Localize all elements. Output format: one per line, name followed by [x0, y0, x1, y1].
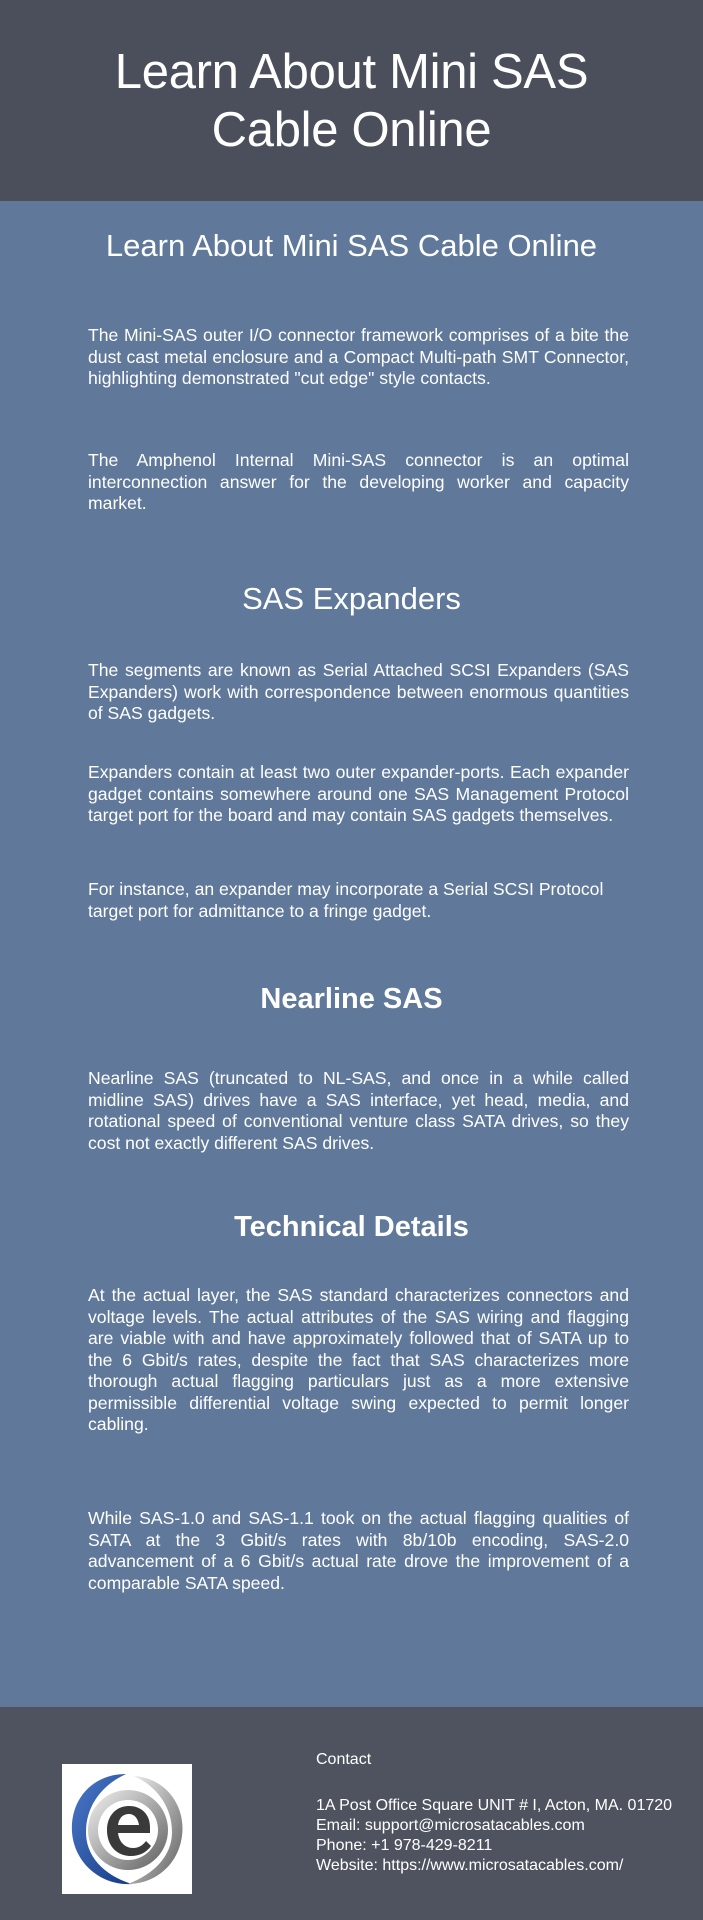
contact-phone[interactable]: Phone: +1 978-429-8211	[316, 1837, 493, 1854]
page-header	[0, 0, 703, 201]
section-intro-paragraph-2: The Amphenol Internal Mini-SAS connector is an optimal interconnection answer for the developing worker and capacity market.	[88, 450, 629, 513]
main-content	[0, 201, 703, 1707]
section-intro-paragraph-1: The Mini-SAS outer I/O connector framework comprises of a bite the dust cast metal enclosure and a Compact Multi-path SMT Connector, highlighting demonstrated "cut edge" style contacts.	[88, 325, 629, 388]
contact-heading: Contact	[316, 1751, 372, 1768]
contact-email[interactable]: Email: support@microsatacables.com	[316, 1817, 585, 1834]
section-title-technical-details: Technical Details	[234, 1211, 469, 1243]
page-title: Learn About Mini SAS Cable Online	[114, 44, 589, 157]
contact-website[interactable]: Website: https://www.microsatacables.com/	[316, 1857, 624, 1874]
section-title-sas-expanders: SAS Expanders	[242, 581, 461, 616]
section-title-intro: Learn About Mini SAS Cable Online	[105, 228, 598, 263]
section-expanders-paragraph-1: The segments are known as Serial Attached SCSI Expanders (SAS Expanders) work with correspondence between enormous quantities of SAS gadgets.	[88, 660, 629, 723]
section-expanders-paragraph-3: For instance, an expander may incorporate a Serial SCSI Protocol target port for admittance to a fringe gadget.	[88, 879, 604, 921]
contact-address: 1A Post Office Square UNIT # I, Acton, MA. 01720	[316, 1797, 673, 1814]
section-nearline-paragraph-1: Nearline SAS (truncated to NL-SAS, and once in a while called midline SAS) drives have a SAS interface, yet head, media, and rotational speed of conventional venture class SATA drives, so they cost not exactly different SAS drives.	[88, 1068, 629, 1153]
section-technical-paragraph-2: While SAS-1.0 and SAS-1.1 took on the actual flagging qualities of SATA at the 3 Gbit/s rates with 8b/10b encoding, SAS-2.0 advancement of a 6 Gbit/s actual rate drove the improvement of a comparable SATA speed.	[88, 1508, 629, 1593]
section-expanders-paragraph-2: Expanders contain at least two outer expander-ports. Each expander gadget contains somewhere around one SAS Management Protocol target port for the board and may contain SAS gadgets themselves.	[88, 762, 629, 825]
company-logo-e-icon	[62, 1764, 192, 1894]
section-technical-paragraph-1: At the actual layer, the SAS standard characterizes connectors and voltage levels. The actual attributes of the SAS wiring and flagging are viable with and have approximately followed that of SATA up to the 6 Gbit/s rates, despite the fact that SAS characterizes more thorough actual flagging particulars just as a more extensive permissible differential voltage swing expected to permit longer cabling.	[88, 1285, 629, 1434]
section-title-nearline-sas: Nearline SAS	[260, 983, 443, 1015]
